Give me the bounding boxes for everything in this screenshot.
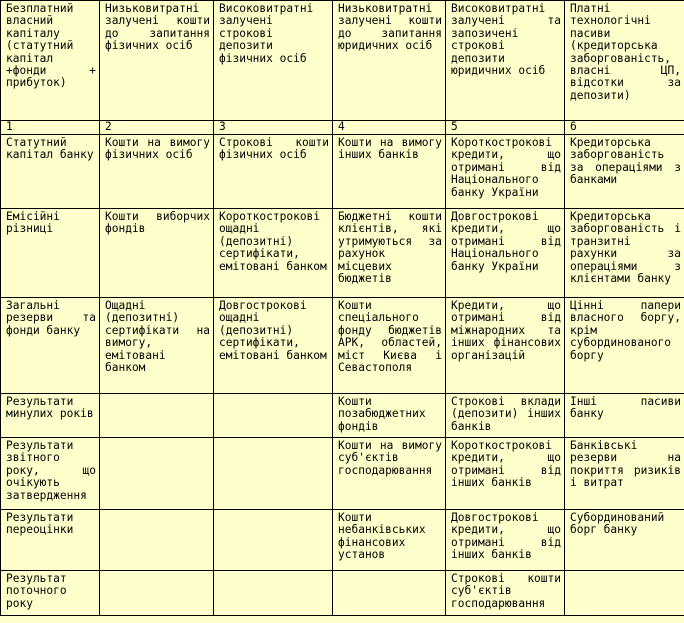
table-cell: Кошти виборчих фондів (100, 209, 214, 298)
table-cell: Строкові кошти суб'єктів господарювання (446, 571, 565, 616)
table-cell: Цінні папери власного боргу, крім субординованого боргу (565, 298, 684, 394)
table-cell: Строкові вклади (депозити) інших банків (446, 394, 565, 438)
table-cell: Довгострокові ощадні (депозитні) сертифікати, емітовані банком (214, 298, 333, 394)
table-cell: Результати звітного року, що очікують затвердження (1, 438, 100, 510)
table-row (1, 298, 684, 394)
table-cell: Кошти позабюджетних фондів (333, 394, 446, 438)
table-cell: Результати переоцінки (1, 510, 100, 571)
table-cell: Ощадні (депозитні) сертифікати на вимогу, емітовані банком (100, 298, 214, 394)
table-cell: Банківські резерви на покриття ризиків і витрат (565, 438, 684, 510)
table-cell (214, 438, 333, 510)
table-cell: Кредиторська заборгованість і транзитні рахунки за операціями з клієнтами банку (565, 209, 684, 298)
table-cell (100, 438, 214, 510)
column-number: 4 (333, 121, 446, 135)
table-cell: Строкові кошти фізичних осіб (214, 135, 333, 209)
table-cell (214, 571, 333, 616)
table-cell (100, 571, 214, 616)
table-cell: Субординований борг банку (565, 510, 684, 571)
table-cell: Загальні резерви та фонди банку (1, 298, 100, 394)
column-number-row (1, 121, 684, 135)
header-cell: Високовитратні залучені та запозичені строкові депозити юридичних осіб (446, 1, 565, 121)
table-cell: Результати минулих років (1, 394, 100, 438)
table-cell (214, 394, 333, 438)
table-row (1, 510, 684, 571)
column-number: 3 (214, 121, 333, 135)
table-cell: Короткострокові кредити, що отримані від Національного банку України (446, 135, 565, 209)
header-cell: Низьковитратні залучені кошти до запитання юридичних осіб (333, 1, 446, 121)
column-number: 2 (100, 121, 214, 135)
table-cell: Кошти на вимогу суб'єктів господарювання (333, 438, 446, 510)
table-row (1, 135, 684, 209)
header-row (1, 1, 684, 121)
table-cell: Кошти небанківських фінансових установ (333, 510, 446, 571)
table-cell (565, 571, 684, 616)
table-row (1, 571, 684, 616)
table-cell: Кошти на вимогу фізичних осіб (100, 135, 214, 209)
table-row (1, 394, 684, 438)
header-cell: Високовитратні залучені строкові депозити фізичних осіб (214, 1, 333, 121)
table-cell: Статутний капітал банку (1, 135, 100, 209)
table-cell (100, 510, 214, 571)
table-cell (333, 571, 446, 616)
table-cell: Емісійні різниці (1, 209, 100, 298)
column-number: 6 (565, 121, 684, 135)
header-cell: Низьковитратні залучені кошти до запитання фізичних осіб (100, 1, 214, 121)
header-cell: Платні технологічні пасиви (кредиторська заборгованість, власні ЦП, відсотки за депозити) (565, 1, 684, 121)
table-cell: Довгострокові кредити, що отримані від інших банків (446, 510, 565, 571)
table-cell: Кошти спеціального фонду бюджетів АРК, областей, міст Києва і Севастополя (333, 298, 446, 394)
table-cell: Інші пасиви банку (565, 394, 684, 438)
table-cell: Короткострокові ощадні (депозитні) сертифікати, емітовані банком (214, 209, 333, 298)
table-cell: Бюджетні кошти клієнтів, які утримуються за рахунок місцевих бюджетів (333, 209, 446, 298)
table-cell: Кредиторська заборгованість за операціями з банками (565, 135, 684, 209)
table-cell: Кошти на вимогу інших банків (333, 135, 446, 209)
table-row (1, 438, 684, 510)
table-cell: Результат поточного року (1, 571, 100, 616)
table-cell: Кредити, що отримані від міжнародних та інших фінансових організацій (446, 298, 565, 394)
column-number: 1 (1, 121, 100, 135)
table-cell (100, 394, 214, 438)
table-cell: Довгострокові кредити, що отримані від Національного банку України (446, 209, 565, 298)
column-number: 5 (446, 121, 565, 135)
table-row (1, 209, 684, 298)
header-cell: Безплатний власний капіталу (статутний капітал +фонди + прибуток) (1, 1, 100, 121)
table-cell (214, 510, 333, 571)
table-cell: Короткострокові кредити, що отримані від інших банків (446, 438, 565, 510)
